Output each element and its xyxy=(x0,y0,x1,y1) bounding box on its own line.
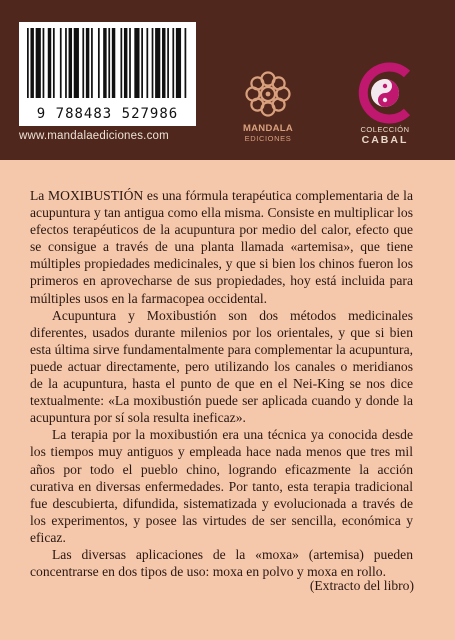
barcode-bar xyxy=(134,28,139,98)
isbn-number: 9 788483 527986 xyxy=(36,106,179,122)
barcode-bar xyxy=(112,28,115,98)
barcode-bar xyxy=(167,28,169,98)
barcode-bar xyxy=(155,28,160,98)
blurb-paragraph: La terapia por la moxibustión era una técnica ya conocida desde los tiempos muy antiguos y empleada hace nada menos que tres mil años por todo el pueblo chino, logrando eficazmente la acción curativa en diversas enfermedades. Por tanto, esta terapia tradicional fue descubierta, difundida, sistematizada y evolucionada a través de los experimentos, y posee las virtudes de ser sencilla, económica y eficaz. xyxy=(30,427,413,545)
barcode-bar xyxy=(86,28,89,98)
mandala-logo-icon xyxy=(240,66,296,122)
top-band xyxy=(0,0,455,160)
barcode-bar xyxy=(48,28,51,98)
barcode-bar xyxy=(120,28,122,98)
barcode-bar xyxy=(176,28,181,98)
barcode-bar xyxy=(129,28,131,98)
barcode-bar xyxy=(185,28,187,98)
barcode-bar xyxy=(82,28,84,98)
publisher-website[interactable]: www.mandalaediciones.com xyxy=(19,130,169,142)
barcode-bar xyxy=(124,28,127,98)
collection-label: COLECCIÓN xyxy=(360,125,410,134)
collection-name: CABAL xyxy=(361,134,409,146)
barcode-bar xyxy=(141,28,143,98)
blurb-text xyxy=(30,187,413,580)
barcode-bar xyxy=(91,28,93,98)
barcode-bar xyxy=(98,28,100,98)
barcode-bars xyxy=(25,28,190,98)
barcode-bar xyxy=(108,28,110,98)
blurb-paragraph: La MOXIBUSTIÓN es una fórmula terapéutica complementaria de la acupuntura y tan antigua como ella misma. Consiste en multiplicar los efectos terapéuticos de la acupuntura por medio del calor, efecto que se consigue a través de una planta llamada «artemisa», que tiene múltiples propiedades medicinales, y que si bien los chinos fueron los primeros en aprovecharse de sus propiedades, hoy está incluida para múltiples usos en la farmacopea occidental. xyxy=(30,188,413,306)
barcode-bar xyxy=(36,28,41,98)
barcode-bar xyxy=(60,28,62,98)
barcode-bar xyxy=(152,28,154,98)
barcode-bar xyxy=(103,28,106,98)
barcode-bar xyxy=(30,28,33,98)
barcode-bar xyxy=(162,28,165,98)
barcode-bar xyxy=(146,28,148,98)
barcode-bar xyxy=(74,28,79,98)
publisher-subtitle: EDICIONES xyxy=(244,134,292,143)
cabal-yin-yang-icon xyxy=(357,62,413,124)
publisher-name: MANDALA xyxy=(242,123,294,134)
barcode-bar xyxy=(65,28,67,98)
barcode-bar xyxy=(69,28,72,98)
barcode-bar xyxy=(172,28,174,98)
barcode-bar xyxy=(27,28,29,98)
barcode xyxy=(19,22,196,126)
barcode-bar xyxy=(53,28,55,98)
blurb-paragraph: Acupuntura y Moxibustión son dos métodos medicinales diferentes, usados durante milenios por los orientales, y que si bien esta última sirve fundamentalmente para complementar la acupuntura, puede actuar directamente, pero utilizando los canales o meridianos de la acupuntura, hasta el punto de que en el Nei-King se nos dice textualmente: «La moxibustión puede ser aplicada cuando y donde la acupuntura por sí sola resulta ineficaz». xyxy=(30,307,413,426)
barcode-bar xyxy=(43,28,45,98)
blurb-paragraph: Las diversas aplicaciones de la «moxa» (artemisa) pueden concentrarse en dos tipos de uso: moxa en polvo y moxa en rollo. xyxy=(30,546,413,580)
excerpt-source: (Extracto del libro) xyxy=(309,578,414,593)
